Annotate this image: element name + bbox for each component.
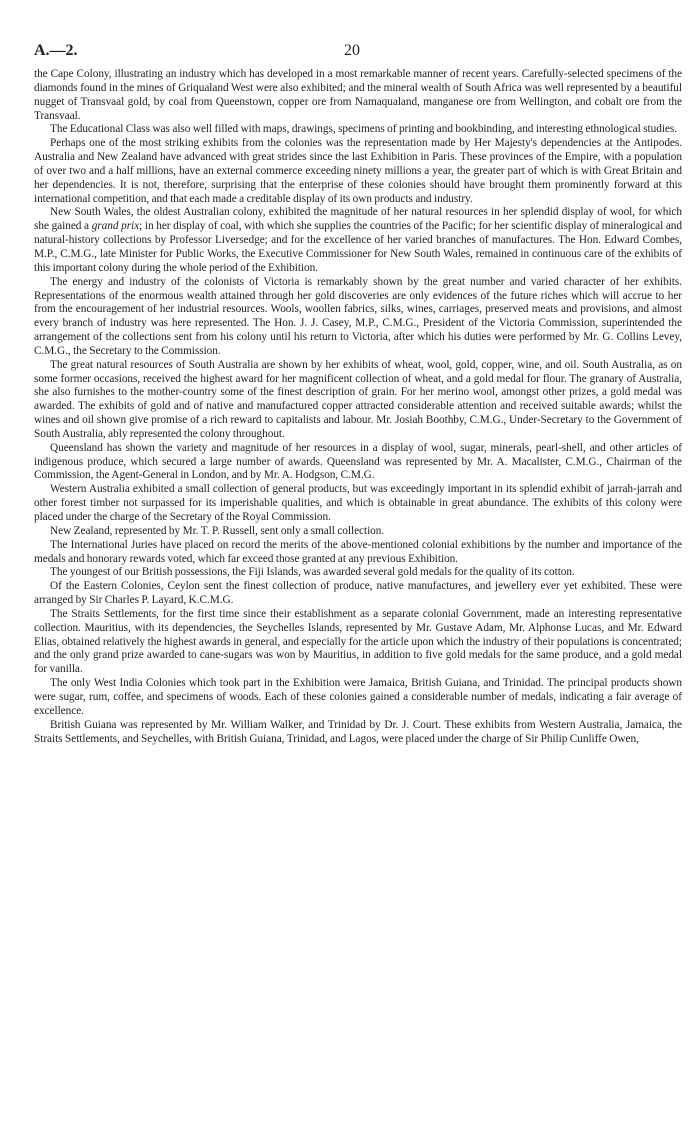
paragraph-fiji: The youngest of our British possessions, the Fiji Islands, was awarded several gold medals for the quality of its cotton. [50, 566, 575, 579]
paragraph-south-australia: The great natural resources of South Australia are shown by her exhibits of wheat, wool, gold, copper, wine, and oil. South Australia, as on some former occasions, received the highest award for her magnificent collection of wheat, and a gold medal for flour. The granary of Australia, she also furnishes to the mother-country some of the finest description of grain. For her merino wool, amongst other prizes, a gold medal was awarded. The exhibits of gold and of native and manufactured copper attracted considerable attention and received suitable awards; whilst the wines and oil shown give promise of a rich reward to capitalists and labour. Mr. Josiah Boothby, C.M.G., Under-Secretary to the Government of South Australia, ably represented the colony throughout. [34, 358, 682, 440]
paragraph-west-india: The only West India Colonies which took part in the Exhibition were Jamaica, British Guiana, and Trinidad. The principal products shown were sugar, rum, coffee, and specimens of woods. Each of these colonies gained a considerable number of medals, indicating a fair average of excellence. [34, 677, 682, 717]
grand-prix-italic: grand prix [91, 220, 140, 233]
paragraph-educational-class: The Educational Class was also well filled with maps, drawings, specimens of printing and bookbinding, and interesting ethnological studies. [50, 123, 678, 136]
paragraph-western-australia: Western Australia exhibited a small collection of general products, but was exceedingly important in its splendid exhibit of jarrah-jarrah and other forest timber not surpassed for its imperishable qualities, and which is obtainable in great abundance. The exhibits of this colony were placed under the charge of the Secretary of the Royal Commission. [34, 483, 682, 523]
paragraph-cape-colony: the Cape Colony, illustrating an industry which has developed in a most remarkable manner of recent years. Carefully-selected specimens of the diamonds found in the mines of Griqualand West were also exhibited; and the mineral wealth of South Africa was well represented by a beautiful nugget of Transvaal gold, by coal from Queenstown, copper ore from Namaqualand, manganese ore from Wellington, and cobalt ore from the Transvaal. [34, 68, 682, 122]
paragraph-new-zealand: New Zealand, represented by Mr. T. P. Russell, sent only a small collection. [50, 524, 385, 537]
nsw-text-start: New South Wales, the oldest Australian colony, exhibited the magnitude of her natural resources in her splendid display of wool, for which she gained a [34, 206, 682, 233]
page-number: 20 [344, 42, 360, 59]
paragraph-ceylon: Of the Eastern Colonies, Ceylon sent the finest collection of produce, native manufactures, and jewellery ever yet exhibited. These were arranged by Sir Charles P. Layard, K.C.M.G. [34, 580, 682, 607]
paragraph-new-south-wales [34, 206, 682, 275]
nsw-text-end: ; in her display of coal, with which she supplies the countries of the Pacific; for her scientific display of mineralogical and natural-history collections by Professor Liversedge; and for the excellence of her varied branches of manufactures. The Hon. Edward Combes, M.P., C.M.G., late Minister for Public Works, the Executive Commissioner for New South Wales, remained in continuous care of the exhibits of this important colony during the whole period of the Exhibition. [34, 220, 682, 274]
paragraph-straits-settlements: The Straits Settlements, for the first time since their establishment as a separate colonial Government, made an interesting representative collection. Mauritius, with its dependencies, the Seychelles Islands, represented by Mr. Gustave Adam, Mr. Alphonse Lucas, and Mr. Edward Elias, obtained relatively the highest awards in general, and especially for the article upon which the industry of their populations is concentrated; and the only grand prize awarded to cane-sugars was won by Mauritius, in addition to five gold medals for the same produce, and a gold medal for vanilla. [34, 607, 682, 676]
paragraph-queensland: Queensland has shown the variety and magnitude of her resources in a display of wool, sugar, minerals, pearl-shell, and other articles of indigenous produce, which secured a large number of awards. Queensland was represented by Mr. A. Macalister, C.M.G., Chairman of the Commission, the Agent-General in London, and by Mr. A. Hodgson, C.M.G. [34, 441, 682, 482]
paragraph-antipodes: Perhaps one of the most striking exhibits from the colonies was the representation made by Her Majesty's dependencies at the Antipodes. Australia and New Zealand have advanced with great strides since the last Exhibition in Paris. These provinces of the Empire, with a population of over two and a half millions, have an external commerce exceeding ninety millions a year, the greater part of which is with Great Britain and her dependencies. It is not, therefore, surprising that the enterprise of these colonies should have brought them prominently forward at this international competition, and that each made a creditable display of its own products and industry. [34, 137, 682, 205]
document-reference: A.—2. [34, 42, 78, 59]
page-header [34, 42, 682, 64]
paragraph-victoria: The energy and industry of the colonists of Victoria is remarkably shown by the great number and varied character of her exhibits. Representations of the enormous wealth attained through her gold discoveries are only evidences of the future riches which will accrue to her from the encouragement of her industrial resources. Wools, woollen fabrics, silks, wines, carriages, preserved meats and provisions, and almost every branch of industry was here represented. The Hon. J. J. Casey, M.P., C.M.G., President of the Victoria Commission, superintended the arrangement of the collections sent from his colony until his return to Victoria, after which his duties were performed by Mr. G. Collins Levey, C.M.G., the Secretary to the Commission. [34, 275, 682, 357]
body-text [34, 68, 682, 746]
paragraph-international-juries: The International Juries have placed on record the merits of the above-mentioned colonial exhibitions by the number and importance of the medals and honorary rewards voted, which far exceed those granted at any previous Exhibition. [34, 538, 682, 565]
paragraph-british-guiana: British Guiana was represented by Mr. William Walker, and Trinidad by Dr. J. Court. These exhibits from Western Australia, Jamaica, the Straits Settlements, and Seychelles, with British Guiana, Trinidad, and Lagos, were placed under the charge of Sir Philip Cunliffe Owen, [34, 718, 682, 745]
